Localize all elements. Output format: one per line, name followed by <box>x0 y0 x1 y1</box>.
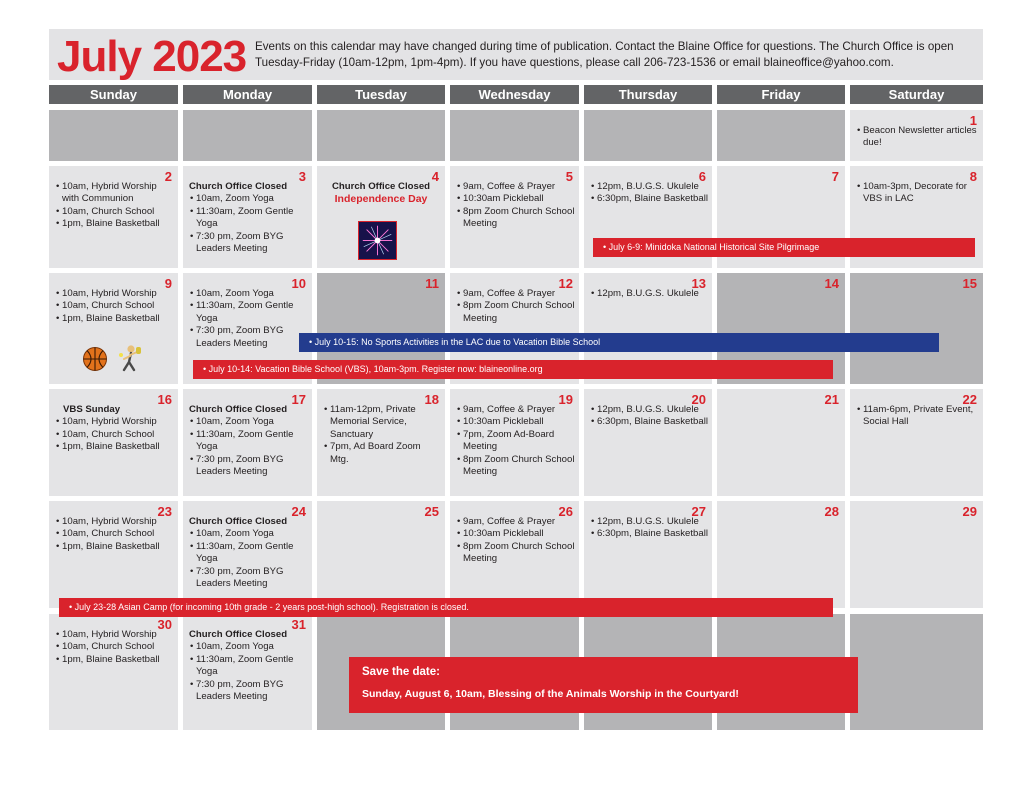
day-number: 1 <box>969 113 977 128</box>
event-item: • 12pm, B.U.G.S. Ukulele <box>591 404 699 415</box>
event-item: • 10am, Zoom Yoga <box>190 416 274 428</box>
event-item: • 1pm, Blaine Basketball <box>56 653 160 665</box>
vbs-sunday-label: VBS Sunday <box>63 404 121 415</box>
event-list <box>456 288 575 325</box>
page-title: July 2023 <box>57 32 247 81</box>
day-number: 6 <box>698 169 706 184</box>
event-item: • 10am, Church School <box>56 300 155 312</box>
empty-day-cell <box>183 110 312 161</box>
event-item: • 10am, Church School <box>56 528 155 540</box>
event-item: • 9am, Coffee & Prayer <box>457 288 556 299</box>
event-item: • 6:30pm, Blaine Basketball <box>591 528 708 540</box>
office-closed-note: Church Office Closed <box>189 404 288 415</box>
event-item: • 8pm Zoom Church School Meeting <box>457 540 575 565</box>
day-number: 25 <box>424 504 439 519</box>
day-number: 9 <box>164 276 172 291</box>
event-list <box>856 404 979 429</box>
day-cell-2[interactable] <box>49 166 178 268</box>
day-number: 4 <box>431 169 439 184</box>
day-number: 7 <box>831 169 839 184</box>
event-list <box>55 288 174 325</box>
day-number: 16 <box>157 392 172 407</box>
office-closed-note: Church Office Closed <box>189 181 288 192</box>
event-item: • 10am, Church School <box>56 641 155 653</box>
day-number: 17 <box>291 392 306 407</box>
event-item: • 10am, Hybrid Worship <box>56 516 157 527</box>
save-the-date-text: Sunday, August 6, 10am, Blessing of the Animals Worship in the Courtyard! <box>362 688 739 700</box>
pilgrimage-event-bar[interactable]: • July 6-9: Minidoka National Historical Site Pilgrimage <box>593 238 975 257</box>
event-item: • 7:30 pm, Zoom BYG Leaders Meeting <box>190 678 284 703</box>
event-item: • 10am, Church School <box>56 205 155 217</box>
event-list <box>189 516 308 590</box>
event-item: • 11:30am, Zoom Gentle Yoga <box>190 653 294 678</box>
event-item: • 10am, Hybrid Worship with Communion <box>56 181 157 205</box>
day-cell-26[interactable] <box>450 501 579 608</box>
weekday-tuesday: Tuesday <box>317 85 445 104</box>
event-item: • 9am, Coffee & Prayer <box>457 404 556 415</box>
no-sports-event-bar[interactable]: • July 10-15: No Sports Activities in the LAC due to Vacation Bible School <box>299 333 939 352</box>
event-item: • 10am, Hybrid Worship <box>56 288 157 299</box>
event-item: • 9am, Coffee & Prayer <box>457 181 556 192</box>
weekday-saturday: Saturday <box>850 85 983 104</box>
event-list <box>456 404 575 478</box>
day-cell-23[interactable] <box>49 501 178 608</box>
day-number: 29 <box>962 504 977 519</box>
day-cell-16[interactable] <box>49 389 178 496</box>
day-cell-20[interactable] <box>584 389 712 496</box>
day-cell-5[interactable] <box>450 166 579 268</box>
weekday-friday: Friday <box>717 85 845 104</box>
event-item: • 12pm, B.U.G.S. Ukulele <box>591 516 699 527</box>
office-closed-note: Church Office Closed <box>189 629 288 640</box>
event-item: • 10:30am Pickleball <box>457 416 544 428</box>
weekday-header-row <box>49 85 983 105</box>
day-number: 31 <box>291 617 306 632</box>
day-number: 8 <box>969 169 977 184</box>
empty-day-cell <box>850 614 983 730</box>
event-item: • 12pm, B.U.G.S. Ukulele <box>591 181 699 192</box>
day-cell-31[interactable] <box>183 614 312 730</box>
day-number: 30 <box>157 617 172 632</box>
event-list <box>456 181 575 231</box>
day-number: 12 <box>558 276 573 291</box>
event-list <box>590 181 708 206</box>
event-item: • 10am, Zoom Yoga <box>190 641 274 653</box>
event-list <box>456 516 575 566</box>
intro-text: Events on this calendar may have changed during time of publication. Contact the Blaine Office for questions. The Church Office is open Tuesday-Friday (10am-12pm, 1pm-4pm). If you have questions, please call 206-723-1536 or email blaineoffice@yahoo.com. <box>255 40 954 69</box>
event-item: • 10am, Hybrid Worship <box>56 629 157 640</box>
event-item: • 1pm, Blaine Basketball <box>56 218 160 230</box>
day-cell-22[interactable] <box>850 389 983 496</box>
day-cell-27[interactable] <box>584 501 712 608</box>
event-list <box>321 181 441 206</box>
event-list <box>55 629 174 666</box>
day-cell-17[interactable] <box>183 389 312 496</box>
day-number: 27 <box>691 504 706 519</box>
event-item: • 1pm, Blaine Basketball <box>56 441 160 453</box>
save-the-date-box <box>349 657 858 713</box>
day-number: 11 <box>425 276 439 291</box>
event-item: • 1pm, Blaine Basketball <box>56 540 160 552</box>
empty-day-cell <box>317 110 445 161</box>
event-item: • 10am, Zoom Yoga <box>190 528 274 540</box>
basketball-icon <box>82 346 108 372</box>
day-number: 14 <box>824 276 839 291</box>
weekday-sunday: Sunday <box>49 85 178 104</box>
event-item: • 10am, Hybrid Worship <box>56 416 157 428</box>
day-cell-25[interactable] <box>317 501 445 608</box>
event-item: • 10am, Church School <box>56 428 155 440</box>
day-cell-30[interactable] <box>49 614 178 730</box>
empty-day-cell <box>717 110 845 161</box>
firework-icon <box>358 221 397 260</box>
day-number: 13 <box>691 276 706 291</box>
event-item: • 10:30am Pickleball <box>457 528 544 540</box>
event-list <box>856 181 979 206</box>
day-number: 5 <box>565 169 573 184</box>
day-cell-9[interactable] <box>49 273 178 384</box>
day-number: 22 <box>962 392 977 407</box>
event-list <box>55 404 174 454</box>
event-item: • 8pm Zoom Church School Meeting <box>457 453 575 478</box>
save-the-date-heading: Save the date: <box>362 666 440 678</box>
empty-day-cell <box>450 110 579 161</box>
event-list <box>189 629 308 703</box>
day-number: 15 <box>962 276 977 291</box>
event-item: • 10:30am Pickleball <box>457 193 544 205</box>
event-list <box>590 516 708 541</box>
empty-day-cell <box>584 110 712 161</box>
event-item: • 11:30am, Zoom Gentle Yoga <box>190 540 294 565</box>
event-list <box>590 404 708 429</box>
event-list <box>189 181 308 255</box>
day-number: 19 <box>558 392 573 407</box>
event-list <box>323 404 441 466</box>
weekday-thursday: Thursday <box>584 85 712 104</box>
event-item: • Beacon Newsletter articles due! <box>857 125 977 149</box>
asian-camp-event-bar[interactable]: • July 23-28 Asian Camp (for incoming 10th grade - 2 years post-high school). Registration is closed. <box>59 598 833 617</box>
event-item: • 7pm, Zoom Ad-Board Meeting <box>457 428 555 453</box>
event-item: • 8pm Zoom Church School Meeting <box>457 205 575 230</box>
event-item: • 7:30 pm, Zoom BYG Leaders Meeting <box>190 565 284 590</box>
weekday-wednesday: Wednesday <box>450 85 579 104</box>
day-number: 10 <box>291 276 306 291</box>
event-item: • 9am, Coffee & Prayer <box>457 516 556 527</box>
event-item: • 7:30 pm, Zoom BYG Leaders Meeting <box>190 230 284 255</box>
calendar-header <box>49 29 983 80</box>
event-item: • 6:30pm, Blaine Basketball <box>591 416 708 428</box>
event-item: • 7:30 pm, Zoom BYG Leaders Meeting <box>190 325 284 349</box>
event-list <box>189 404 308 478</box>
event-item: • 11:30am, Zoom Gentle Yoga <box>190 300 294 324</box>
event-item: • 7pm, Ad Board Zoom Mtg. <box>324 441 421 465</box>
day-cell-19[interactable] <box>450 389 579 496</box>
day-number: 3 <box>298 169 306 184</box>
day-cell-28[interactable] <box>717 501 845 608</box>
event-item: • 1pm, Blaine Basketball <box>56 312 160 324</box>
day-cell-1[interactable] <box>850 110 983 161</box>
event-item: • 6:30pm, Blaine Basketball <box>591 193 708 205</box>
event-list <box>856 125 979 150</box>
event-item: • 11am-6pm, Private Event, Social Hall <box>857 404 974 428</box>
day-number: 18 <box>424 392 439 407</box>
vbs-event-bar[interactable]: • July 10-14: Vacation Bible School (VBS), 10am-3pm. Register now: blaineonline.org <box>193 360 833 379</box>
empty-day-cell <box>49 110 178 161</box>
event-item: • 12pm, B.U.G.S. Ukulele <box>591 288 699 299</box>
event-item: • 10am-3pm, Decorate for VBS in LAC <box>857 181 968 205</box>
day-cell-18[interactable] <box>317 389 445 496</box>
day-number: 24 <box>291 504 306 519</box>
day-cell-15[interactable] <box>850 273 983 384</box>
day-cell-24[interactable] <box>183 501 312 608</box>
day-number: 20 <box>691 392 706 407</box>
day-cell-21[interactable] <box>717 389 845 496</box>
event-item: • 10am, Zoom Yoga <box>190 288 274 299</box>
event-item: • 8pm Zoom Church School Meeting <box>457 300 575 324</box>
day-number: 26 <box>558 504 573 519</box>
day-number: 28 <box>824 504 839 519</box>
event-item: • 11:30am, Zoom Gentle Yoga <box>190 428 294 453</box>
event-list <box>189 288 308 350</box>
day-number: 2 <box>164 169 172 184</box>
day-cell-29[interactable] <box>850 501 983 608</box>
pickleball-player-icon <box>116 344 144 374</box>
office-closed-note: Church Office Closed <box>189 516 288 527</box>
event-list <box>55 516 174 553</box>
event-item: • 11am-12pm, Private Memorial Service, Sanctuary <box>324 404 416 440</box>
day-cell-3[interactable] <box>183 166 312 268</box>
event-list <box>55 181 174 231</box>
event-item: • 11:30am, Zoom Gentle Yoga <box>190 205 294 230</box>
office-closed-note: Church Office Closed <box>331 181 431 192</box>
event-item: • 10am, Zoom Yoga <box>190 193 274 205</box>
day-number: 23 <box>157 504 172 519</box>
event-item: • 7:30 pm, Zoom BYG Leaders Meeting <box>190 453 284 478</box>
holiday-label: Independence Day <box>334 193 428 206</box>
event-list <box>590 288 708 300</box>
day-number: 21 <box>824 392 839 407</box>
weekday-monday: Monday <box>183 85 312 104</box>
